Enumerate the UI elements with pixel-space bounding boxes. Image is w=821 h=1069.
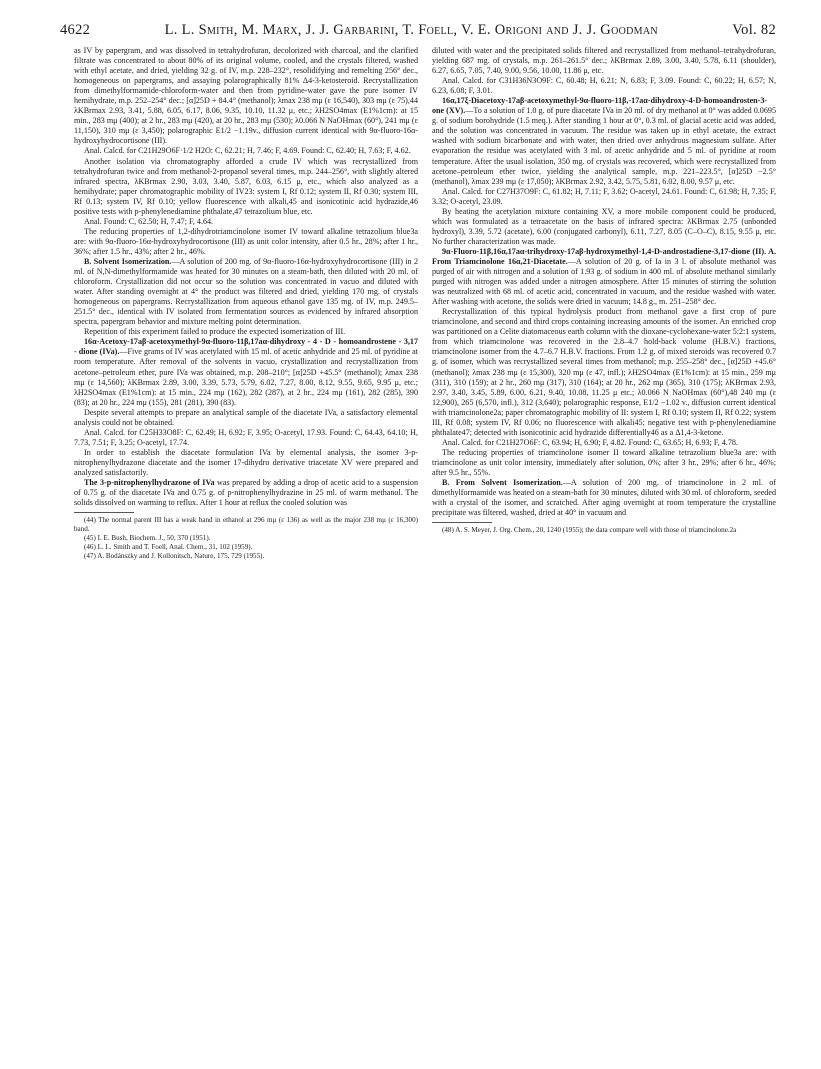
paragraph-text: —A solution of 200 mg. of 9α-fluoro-16α-hydroxyhydrocortisone (III) in 2 ml. of N,N-dimethylformamide was heated for 30 minutes on a steam-bath, then diluted with 20 ml. of chloroform. Crystallization did not occur so the solution was concentrated in vacuo and diluted with water. After standing overnight at 4° the product was filtered and dried, yielding 170 mg. of crystals homogeneous on papergrams. Recrystallization from aqueous ethanol gave 135 mg. of IV, m.p. 249.5–251.5° dec., identical with IV isolated from fermentation sources as evidenced by infrared absorption spectra, papergram behavior and mixture melting point determination. xyxy=(74,256,418,327)
paragraph: diluted with water and the precipitated solids filtered and recrystallized from methanol–tetrahydrofuran, yielding 687 mg. of crystals, m.p. 261–261.5° dec.; λKBrmax 2.89, 3.00, 3.40, 5.78, 6.11 (shoulder), 6.27, 6.65, 7.05, 7.40, 9.00, 9.56, 10.00, 11.86 μ, etc. xyxy=(432,46,776,76)
footnote: (48) A. S. Meyer, J. Org. Chem., 20, 1240 (1955); the data compare well with those of triamcinolone.2a xyxy=(442,526,737,535)
footnote: (46) L. L. Smith and T. Foell, Anal. Chem., 31, 102 (1959). xyxy=(84,543,253,552)
author-line: L. L. Smith, M. Marx, J. J. Garbarini, T. Foell, V. E. Origoni and J. J. Goodman xyxy=(164,22,658,38)
paragraph-text: —A solution of 20 g. of Ia in 3 l. of absolute methanol was purged of air with nitrogen and a solution of 1.93 g. of sodium in 400 ml. of absolute methanol similarly purged with nitrogen was added under a nitrogen atmosphere. After 15 minutes of stirring the solution was neutralized with 68 ml. of acetic acid, concentrated in vacuum, and the residue washed with water. After washing with acetone, the solids were dried in vacuum; 14.8 g., m. 251–258° dec. xyxy=(432,256,776,307)
paragraph xyxy=(432,247,776,307)
running-header xyxy=(60,22,776,39)
paragraph: By heating the acetylation mixture containing XV, a more mobile component could be produced, which was formulated as a tetraacetate on the basis of infrared spectra: λKBrmax 2.75 (unbonded hydroxyl), 3.39, 5.72 (acetate), 6.00 (conjugated carbonyl), 6.11, 7.27, 8.05 (C–O–C), 8.15, 9.55 μ, etc. No further characterization was made. xyxy=(432,206,776,246)
footnote: (45) I. E. Bush, Biochem. J., 50, 370 (1951). xyxy=(84,534,211,543)
paragraph xyxy=(432,96,776,186)
paragraph: The reducing properties of triamcinolone isomer II toward alkaline tetrazolium blue3a are: with triamcinolone as unit color intensity, immediately after solution, 0%; after 3 hr., 29%; after 6 hr., 46%; after 9.5 hr., 55%. xyxy=(432,447,776,477)
paragraph: Recrystallization of this typical hydrolysis product from methanol gave a first crop of pure triamcinolone, and second and third crops containing increasing amounts of the isomer. An enriched crop was partitioned on a Celite diatomaceous earth column with the dioxane-cyclohexane-water 5:2:1 system, from which triamcinolone was recovered in the 2.8–4.7 hold-back volume (H.B.V.) fractions, triamcinolone isomer from the 4.7–6.7 H.B.V. fractions. From 1.2 g. of mixed steroids was recovered 0.7 g. of isomer, which was recrystallized several times from methanol; m.p. 255–258° dec., [α]25D +45.6° (methanol); λmax 238 mμ (ε 15,300), 320 mμ (ε 47, infl.); λH2SO4max (E1%1cm): at 15 min., 259 mμ (311), 310 (159); at 2 hr., 260 mμ (317), 310 (164); at 20 hr., 262 mμ (365), 310 (175); λKBrmax 2.93, 2.97, 3.40, 3.45, 5.89, 6.00, 6.21, 9.40, 10.08, 11.25 μ etc.; λ0.066 N NaOHmax (60°),48 240 mμ (ε 12,900), 265 (6,570, infl.), 312 (3,640); polarographic response, E1/2 −1.02 v., diffusion current identical with triamcinolone2a; paper chromatographic mobility of II: system I, Rf 0.10; system II, Rf 0.22; system III, Rf 0.08; system IV, Rf 0.06; no fluorescence with alkali45; negative test with p-phenylenediamine phthalate47; detected with isonicotinic acid hydrazide differentially46 as a Δ1,4-3-ketone. xyxy=(432,307,776,437)
paragraph-text: —A solution of 200 mg. of triamcinolone in 2 ml. of dimethylformamide was heated on a steam-bath for 30 minutes, diluted with 30 ml. of chloroform, seeded with a crystal of the isomer, and scratched. After aging overnight at room temperature the crystalline precipitate was filtered, washed, dried at 40° in vacuum and xyxy=(432,478,776,518)
paragraph: as IV by papergram, and was dissolved in tetrahydrofuran, decolorized with charcoal, and the clarified filtrate was concentrated to about 80% of its original volume, cooled, and the crystals filtered, washed with ethyl acetate, and dried, yielding 32 g. of IV, m.p. 228–232°, resolidifying and remelting 256° dec., homogeneous on papergrams, and assaying polarographically 81% Δ4-3-ketosteroid. Recrystallization from dimethylformamide-chloroform-water and then from pyridine-water gave the pure isomer IV hemihydrate, m.p. 252–254° dec.; [α]25D + 84.4° (methanol); λmax 238 mμ (ε 16,540), 303 mμ (ε 75),44 λKBrmax 2.93, 3.41, 5.88, 6.05, 6.17, 8.06, 9.35, 10.10, 11.32 μ, etc.; λH2SO4max (E1%1cm): at 15 min., 283 mμ (400); at 2 hr., 283 mμ (420), at 20 hr., 283 mμ (530); λ0.066 N NaOHmax (60°), 241 mμ (ε 11,150), 310 mμ (ε 3,450); polarographic E1/2 −1.19v., diffusion current identical with 9α-fluoro-16α-hydroxyhydrocortisone (III). xyxy=(74,46,418,146)
paragraph xyxy=(74,478,418,508)
compound-heading: 9α-Fluoro-11β,16α,17aα-trihydroxy-17aβ-hydroxymethyl-1,4-D-androstadiene-3,17-dione (II). A. From Triamcinolone 16α,21-Diacetate. xyxy=(432,246,776,266)
compound-heading: 16α-Acetoxy-17aβ-acetoxymethyl-9α-fluoro-11β,17aα-dihydroxy - 4 - D - homoandrostene - 3,17 - dione (IVa). xyxy=(74,337,418,357)
paragraph: Repetition of this experiment failed to produce the expected isomerization of III. xyxy=(84,327,346,337)
footnote-divider xyxy=(432,522,492,523)
footnote: (47) A. Bodánszky and J. Kollonitsch, Nature, 175, 729 (1955). xyxy=(84,552,265,561)
paragraph: In order to establish the diacetate formulation IVa by elemental analysis, the isomer 3-p-nitrophenylhydrazone diacetate and the isomer 17-dihydro derivative triacetate XV were prepared and analyzed satisfactorily. xyxy=(74,447,418,477)
analysis-paragraph: Anal. Calcd. for C21H27O6F: C, 63.94; H, 6.90; F, 4.82. Found: C, 63.65; H, 6.93; F, 4.78. xyxy=(442,437,738,447)
footnote: (44) The normal parent III has a weak band in ethanol at 296 mμ (ε 136) as well as the major 238 mμ (ε 16,300) band. xyxy=(74,516,418,534)
paragraph xyxy=(74,257,418,327)
analysis-paragraph: Anal. Calcd. for C27H37O9F: C, 61.82; H, 7.11; F, 3.62; O-acetyl, 24.61. Found: C, 61.98; H, 7.35; F, 3.32; O-acetyl, 23.09. xyxy=(432,186,776,206)
paragraph-text: —Five grams of IV was acetylated with 15 ml. of acetic anhydride and 25 ml. of pyridine at room temperature. After removal of the solvents in vacuo, crystallization and recrystallization from acetone–petroleum ether, pure IVa was obtained, m.p. 208–210°; [α]25D +45.5° (methanol); λmax 238 mμ (ε 14,560); λKBrmax 2.89, 3.00, 3.39, 5.73, 5.79, 6.02, 7.27, 8.00, 8.12, 9.55, 9.65, 9.95 μ, etc.; λH2SO4max (E1%1cm): at 15 min., 224 mμ (162), 282 (287), at 2 hr., 224 mμ (161), 282 (285), 390 (83); at 20 hr., 224 mμ (155), 281 (281), 390 (83). xyxy=(74,347,418,407)
footnote-divider xyxy=(74,512,134,513)
volume-label: Vol. 82 xyxy=(732,22,776,38)
compound-heading: The 3-p-nitrophenylhydrazone of IVa xyxy=(84,478,215,488)
section-heading: B. Solvent Isomerization. xyxy=(84,256,172,266)
paragraph: Another isolation via chromatography afforded a crude IV which was recrystallized from tetrahydrofuran twice and from methanol-2-propanol several times, m.p. 244–256°, with slightly altered infrared spectra, λKBrmax 2.90, 3.03, 3.40, 5.87, 6.03, 6.15 μ, etc., which also analyzed as a hemihydrate; paper chromatographic mobility of IV23: system I, Rf 0.12; system II, Rf 0.30; system III, Rf 0.13; system IV, Rf 0.10; yellow fluorescence with alkali,45 and isonicotinic acid hydrazide,46 positive tests with p-phenylenediamine phthalate,47 tetrazolium blue, etc. xyxy=(74,156,418,216)
paragraph-text: was prepared by adding a drop of acetic acid to a suspension of 0.75 g. of the diacetate IVa and 0.75 g. of p-nitrophenylhydrazine in 25 ml. of warm methanol. The solids dissolved on warming to reflux. After 1 hour at reflux the cooled solution was xyxy=(74,478,418,508)
paragraph xyxy=(74,337,418,407)
page-number: 4622 xyxy=(60,22,91,38)
paragraph-text: —To a solution of 1.0 g. of pure diacetate IVa in 20 ml. of dry methanol at 0° was added 0.0695 g. of sodium borohydride (1.5 meq.). After standing 1 hour at 0°, 0.3 ml. of glacial acetic acid was added, and the solution was concentrated in vacuum. The residue was taken up in ethyl acetate, the extract washed with sodium bicarbonate and with water, then dried over anhydrous magnesium sulfate. After evaporation the residue was acetylated with 3 ml. of acetic anhydride and 5 ml. of pyridine at room temperature. After the usual isolation, 350 mg. of crystals was recovered, which were recrystallized from acetone–petroleum ether twice, yielding the analytical sample, m.p. 221–223.5°, [α]25D −2.5° (methanol), λmax 239 mμ (ε 17,050); λKBrmax 2.92, 3.42, 5.75, 5.81, 6.02, 8.00, 9.57 μ, etc. xyxy=(432,106,776,186)
analysis-paragraph: Anal. Calcd. for C31H36N3O9F: C, 60.48; H, 6.21; N, 6.83; F, 3.09. Found: C, 60.22; H, 6.57; N, 6.23, 6.08; F, 3.01. xyxy=(432,76,776,96)
analysis-paragraph: Anal. Calcd. for C25H33O8F: C, 62.49; H, 6.92; F, 3.95; O-acetyl, 17.93. Found: C, 64.43, 64.10; H, 7.73, 7.51; F, 3.25; O-acetyl, 17.74. xyxy=(74,427,418,447)
analysis-paragraph: Anal. Calcd. for C21H29O6F·1/2 H2O: C, 62.21; H, 7.46; F, 4.69. Found: C, 62.40; H, 7.63; F, 4.62. xyxy=(84,146,411,156)
right-column xyxy=(432,46,776,535)
left-column xyxy=(74,46,418,561)
section-heading: B. From Solvent Isomerization. xyxy=(442,478,563,488)
analysis-paragraph: Anal. Found: C, 62.50; H, 7.47; F, 4.64. xyxy=(84,216,214,226)
paragraph xyxy=(432,478,776,518)
paragraph: Despite several attempts to prepare an analytical sample of the diacetate IVa, a satisfactory elemental analysis could not be obtained. xyxy=(74,407,418,427)
compound-heading: 16α,17ξ-Diacetoxy-17aβ-acetoxymethyl-9α-fluoro-11β,-17aα-dihydroxy-4-D-homoandrosten-3-one (XV). xyxy=(432,96,768,116)
paragraph: The reducing properties of 1,2-dihydrotriamcinolone isomer IV toward alkaline tetrazolium blue3a are: with 9α-fluoro-16α-hydroxyhydrocortisone (III) as unit color intensity, after 0.5 hr., 28%; after 1 hr., 36%; after 1.5 hr., 43%; after 2 hr., 46%. xyxy=(74,226,418,256)
